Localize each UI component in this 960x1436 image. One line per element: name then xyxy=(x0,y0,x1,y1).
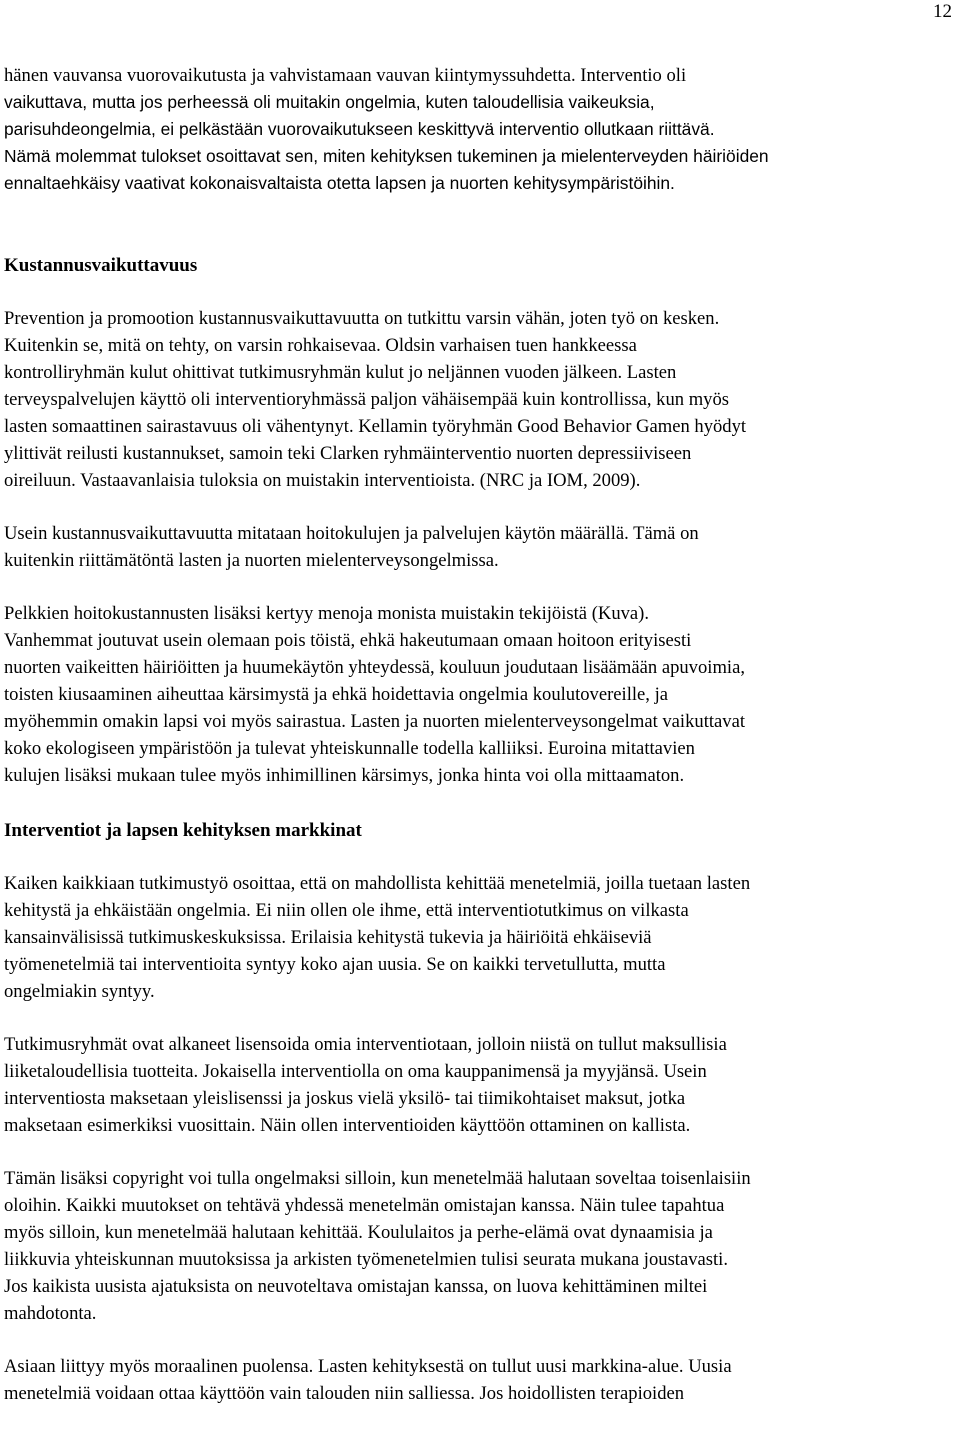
text-line: Prevention ja promootion kustannusvaikuttavuutta on tutkittu varsin vähän, joten työ on kesken. xyxy=(4,308,720,329)
text-line: oireiluun. Vastaavanlaisia tuloksia on muistakin interventioista. (NRC ja IOM, 2009). xyxy=(4,470,641,491)
text-line: Vanhemmat joutuvat usein olemaan pois töistä, ehkä hakeutumaan omaan hoitoon erityisesti xyxy=(4,630,692,651)
paragraph-market-2 xyxy=(4,1031,958,1139)
text-line: mahdotonta. xyxy=(4,1303,97,1324)
text-line: toisten kiusaaminen aiheuttaa kärsimystä ja ehkä hoidettavia ongelmia koulutovereille, ja xyxy=(4,684,669,705)
text-line: kansainvälisissä tutkimuskeskuksissa. Erilaisia kehitystä tukevia ja häiriöitä ehkäiseviä xyxy=(4,927,652,948)
text-line: Pelkkien hoitokustannusten lisäksi kertyy menoja monista muistakin tekijöistä (Kuva). xyxy=(4,603,650,624)
text-line: terveyspalvelujen käyttö oli interventioryhmässä paljon vähäisempää kuin kontrollissa, kun myös xyxy=(4,389,730,410)
text-line: Tutkimusryhmät ovat alkaneet lisensoida omia interventiotaan, jolloin niistä on tullut maksullisia xyxy=(4,1034,727,1055)
intro-line-4: Nämä molemmat tulokset osoittavat sen, miten kehityksen tukeminen ja mielenterveyden häiriöiden xyxy=(4,146,769,166)
text-line: nuorten vaikeitten häiriöitten ja huumekäytön yhteydessä, kouluun joudutaan lisäämään apuvoimia, xyxy=(4,657,745,678)
text-line: kontrolliryhmän kulut ohittivat tutkimusryhmän kulut jo neljännen vuoden jälkeen. Lasten xyxy=(4,362,677,383)
intro-line-5: ennaltaehkäisy vaativat kokonaisvaltaista otetta lapsen ja nuorten kehitysympäristöihin. xyxy=(4,173,675,193)
text-line: kehitystä ja ehkäistään ongelmia. Ei niin ollen ole ihme, että interventiotutkimus on vilkasta xyxy=(4,900,689,921)
section-heading-cost-effectiveness: Kustannusvaikuttavuus xyxy=(4,255,198,276)
text-line: kuitenkin riittämätöntä lasten ja nuorten mielenterveysongelmissa. xyxy=(4,550,499,571)
intro-line-1: hänen vauvansa vuorovaikutusta ja vahvistamaan vauvan kiintymyssuhdetta. Interventio oli xyxy=(4,65,687,86)
intro-paragraph xyxy=(4,62,958,197)
document-body xyxy=(4,62,958,1407)
text-line: ylittivät reilusti kustannukset, samoin teki Clarken ryhmäinterventio nuorten depressiiviseen xyxy=(4,443,692,464)
text-line: liiketaloudellisia tuotteita. Jokaisella interventiolla on oma kauppanimensä ja myyjänsä. Usein xyxy=(4,1061,707,1082)
intro-line-2: vaikuttava, mutta jos perheessä oli muitakin ongelmia, kuten taloudellisia vaikeuksia, xyxy=(4,92,655,112)
text-line: Kaiken kaikkiaan tutkimustyö osoittaa, että on mahdollista kehittää menetelmiä, joilla tuetaan lasten xyxy=(4,873,751,894)
text-line: lasten somaattinen sairastavuus oli vähentynyt. Kellamin työryhmän Good Behavior Gamen hyödyt xyxy=(4,416,747,437)
paragraph-cost-3 xyxy=(4,600,958,789)
paragraph-cost-2 xyxy=(4,520,958,574)
text-line: myöhemmin omakin lapsi voi myös sairastua. Lasten ja nuorten mielenterveysongelmat vaikuttavat xyxy=(4,711,745,732)
paragraph-market-4 xyxy=(4,1353,958,1407)
text-line: liikkuvia yhteiskunnan muutoksissa ja arkisten työmenetelmien tulisi seurata mukana joustavasti. xyxy=(4,1249,728,1270)
intro-line-3: parisuhdeongelmia, ei pelkästään vuorovaikutukseen keskittyvä interventio ollutkaan riittävä. xyxy=(4,119,715,139)
text-line: myös silloin, kun menetelmää halutaan kehittää. Koululaitos ja perhe-elämä ovat dynaamisia ja xyxy=(4,1222,713,1243)
text-line: Tämän lisäksi copyright voi tulla ongelmaksi silloin, kun menetelmää halutaan soveltaa toisenlaisiin xyxy=(4,1168,751,1189)
text-line: Asiaan liittyy myös moraalinen puolensa. Lasten kehityksestä on tullut uusi markkina-alue. Uusia xyxy=(4,1356,732,1377)
text-line: Usein kustannusvaikuttavuutta mitataan hoitokulujen ja palvelujen käytön määrällä. Tämä on xyxy=(4,523,699,544)
text-line: interventiosta maksetaan yleislisenssi ja joskus vielä yksilö- tai tiimikohtaiset maksut, jotka xyxy=(4,1088,686,1109)
text-line: oloihin. Kaikki muutokset on tehtävä yhdessä menetelmän omistajan kanssa. Näin tulee tapahtua xyxy=(4,1195,725,1216)
text-line: menetelmiä voidaan ottaa käyttöön vain talouden niin salliessa. Jos hoidollisten terapioiden xyxy=(4,1383,685,1404)
text-line: koko ekologiseen ympäristöön ja tulevat yhteiskunnalle todella kalliiksi. Euroina mitattavien xyxy=(4,738,695,759)
text-line: Kuitenkin se, mitä on tehty, on varsin rohkaisevaa. Oldsin varhaisen tuen hankkeessa xyxy=(4,335,637,356)
paragraph-cost-1 xyxy=(4,305,958,494)
text-line: kulujen lisäksi mukaan tulee myös inhimillinen kärsimys, jonka hinta voi olla mittaamaton. xyxy=(4,765,685,786)
text-line: ongelmiakin syntyy. xyxy=(4,981,155,1002)
paragraph-market-3 xyxy=(4,1165,958,1327)
page-number: 12 xyxy=(933,1,952,22)
text-line: työmenetelmiä tai interventioita syntyy koko ajan uusia. Se on kaikki tervetullutta, mutta xyxy=(4,954,666,975)
text-line: Jos kaikista uusista ajatuksista on neuvoteltava omistajan kanssa, on luova kehittäminen miltei xyxy=(4,1276,708,1297)
paragraph-market-1 xyxy=(4,870,958,1005)
section-heading-interventions-market: Interventiot ja lapsen kehityksen markkinat xyxy=(4,820,362,841)
text-line: maksetaan esimerkiksi vuosittain. Näin ollen interventioiden käyttöön ottaminen on kallista. xyxy=(4,1115,691,1136)
